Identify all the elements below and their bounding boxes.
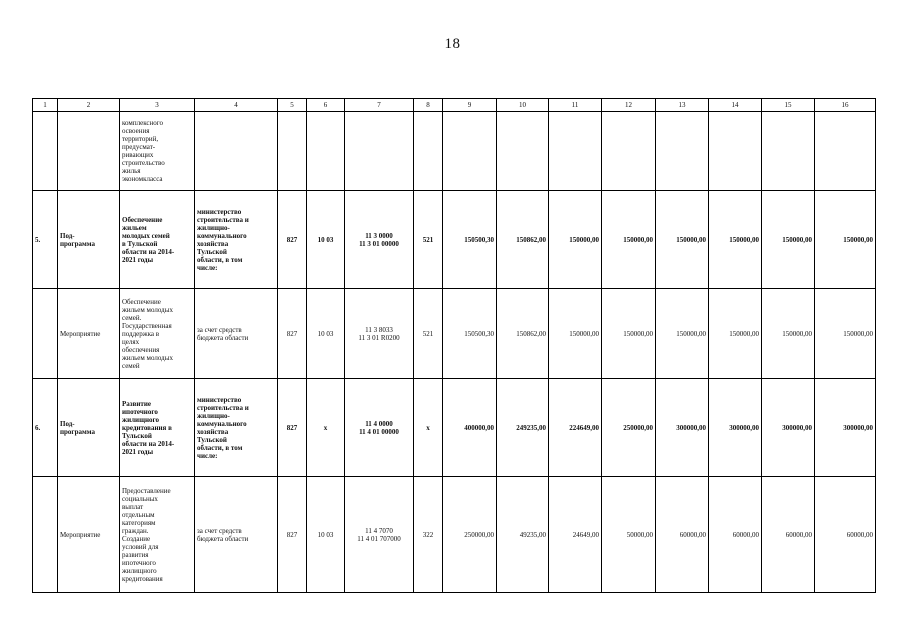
table-cell <box>307 112 345 191</box>
row-name-cell: Обеспечение жильем молодых семей. Государственная поддержка в целях обеспечения жильем молодых семей <box>120 289 195 379</box>
amount-2017-cell: 150000,00 <box>602 289 656 379</box>
row-number-cell: 5. <box>33 191 58 289</box>
table-cell <box>195 112 278 191</box>
row-type-cell: Под- программа <box>58 379 120 477</box>
rzpr-cell: 10 03 <box>307 289 345 379</box>
amount-2016-cell: 150000,00 <box>549 191 602 289</box>
row-executor-cell: за счет средств бюджета области <box>195 289 278 379</box>
amount-2016-cell: 224649,00 <box>549 379 602 477</box>
amount-2014-cell: 150500,30 <box>443 191 497 289</box>
header-cell: 16 <box>815 99 876 112</box>
amount-2020-cell: 150000,00 <box>762 289 815 379</box>
csr-cell: 11 4 0000 11 4 01 00000 <box>345 379 414 477</box>
row-number-cell <box>33 477 58 593</box>
amount-2018-cell: 150000,00 <box>656 191 709 289</box>
header-cell: 10 <box>497 99 549 112</box>
amount-2015-cell: 150862,00 <box>497 191 549 289</box>
amount-2017-cell: 50000,00 <box>602 477 656 593</box>
amount-2019-cell: 60000,00 <box>709 477 762 593</box>
row-executor-cell: за счет средств бюджета области <box>195 477 278 593</box>
header-cell: 3 <box>120 99 195 112</box>
header-cell: 7 <box>345 99 414 112</box>
header-cell: 4 <box>195 99 278 112</box>
row-number-cell: 6. <box>33 379 58 477</box>
amount-2019-cell: 150000,00 <box>709 289 762 379</box>
table-cell <box>58 112 120 191</box>
header-cell: 6 <box>307 99 345 112</box>
subprogram-row <box>33 191 876 289</box>
amount-2014-cell: 150500,30 <box>443 289 497 379</box>
activity-row <box>33 477 876 593</box>
table-cell <box>602 112 656 191</box>
amount-2015-cell: 249235,00 <box>497 379 549 477</box>
row-executor-cell: министерство строительства и жилищно- коммунального хозяйства Тульской области, в том числе: <box>195 379 278 477</box>
header-cell: 14 <box>709 99 762 112</box>
budget-table <box>32 98 876 593</box>
row-name-cell: Обеспечение жильем молодых семей в Тульской области на 2014- 2021 годы <box>120 191 195 289</box>
table-cell <box>443 112 497 191</box>
header-cell: 12 <box>602 99 656 112</box>
table-cell <box>278 112 307 191</box>
amount-2014-cell: 400000,00 <box>443 379 497 477</box>
amount-2020-cell: 150000,00 <box>762 191 815 289</box>
activity-row <box>33 289 876 379</box>
vr-cell: 322 <box>414 477 443 593</box>
grbs-cell: 827 <box>278 477 307 593</box>
row-executor-cell: министерство строительства и жилищно- коммунального хозяйства Тульской области, в том числе: <box>195 191 278 289</box>
amount-2017-cell: 150000,00 <box>602 191 656 289</box>
header-cell: 9 <box>443 99 497 112</box>
table-cell <box>656 112 709 191</box>
header-cell: 15 <box>762 99 815 112</box>
header-cell: 5 <box>278 99 307 112</box>
page-number: 18 <box>444 36 461 52</box>
table-cell <box>33 112 58 191</box>
amount-2017-cell: 250000,00 <box>602 379 656 477</box>
amount-2018-cell: 60000,00 <box>656 477 709 593</box>
continuation-name-cell: комплексного освоения территорий, предусмат- ривающих строительство жилья экономкласса <box>120 112 195 191</box>
header-cell: 13 <box>656 99 709 112</box>
amount-2015-cell: 49235,00 <box>497 477 549 593</box>
row-number-cell <box>33 289 58 379</box>
subprogram-row <box>33 379 876 477</box>
grbs-cell: 827 <box>278 289 307 379</box>
table-cell <box>497 112 549 191</box>
vr-cell: х <box>414 379 443 477</box>
amount-2021-cell: 150000,00 <box>815 191 876 289</box>
amount-2018-cell: 300000,00 <box>656 379 709 477</box>
row-name-cell: Развитие ипотечного жилищного кредитования в Тульской области на 2014- 2021 годы <box>120 379 195 477</box>
csr-cell: 11 3 0000 11 3 01 00000 <box>345 191 414 289</box>
header-cell: 2 <box>58 99 120 112</box>
row-type-cell: Мероприятие <box>58 289 120 379</box>
table-cell <box>815 112 876 191</box>
amount-2021-cell: 60000,00 <box>815 477 876 593</box>
rzpr-cell: 10 03 <box>307 477 345 593</box>
table-cell <box>414 112 443 191</box>
header-cell: 11 <box>549 99 602 112</box>
table-cell <box>549 112 602 191</box>
grbs-cell: 827 <box>278 191 307 289</box>
vr-cell: 521 <box>414 191 443 289</box>
table-cell <box>345 112 414 191</box>
header-row <box>33 99 876 112</box>
amount-2019-cell: 150000,00 <box>709 191 762 289</box>
row-name-cell: Предоставление социальных выплат отдельным категориям граждан. Создание условий для развития ипотечного жилищного кредитования <box>120 477 195 593</box>
continuation-row <box>33 112 876 191</box>
table-cell <box>709 112 762 191</box>
amount-2018-cell: 150000,00 <box>656 289 709 379</box>
rzpr-cell: х <box>307 379 345 477</box>
row-type-cell: Под- программа <box>58 191 120 289</box>
amount-2020-cell: 300000,00 <box>762 379 815 477</box>
amount-2021-cell: 150000,00 <box>815 289 876 379</box>
rzpr-cell: 10 03 <box>307 191 345 289</box>
amount-2016-cell: 24649,00 <box>549 477 602 593</box>
row-type-cell: Мероприятие <box>58 477 120 593</box>
amount-2019-cell: 300000,00 <box>709 379 762 477</box>
header-cell: 1 <box>33 99 58 112</box>
amount-2020-cell: 60000,00 <box>762 477 815 593</box>
amount-2015-cell: 150862,00 <box>497 289 549 379</box>
amount-2016-cell: 150000,00 <box>549 289 602 379</box>
csr-cell: 11 4 7070 11 4 01 707000 <box>345 477 414 593</box>
amount-2014-cell: 250000,00 <box>443 477 497 593</box>
header-cell: 8 <box>414 99 443 112</box>
table-cell <box>762 112 815 191</box>
vr-cell: 521 <box>414 289 443 379</box>
grbs-cell: 827 <box>278 379 307 477</box>
amount-2021-cell: 300000,00 <box>815 379 876 477</box>
csr-cell: 11 3 8033 11 3 01 R0200 <box>345 289 414 379</box>
